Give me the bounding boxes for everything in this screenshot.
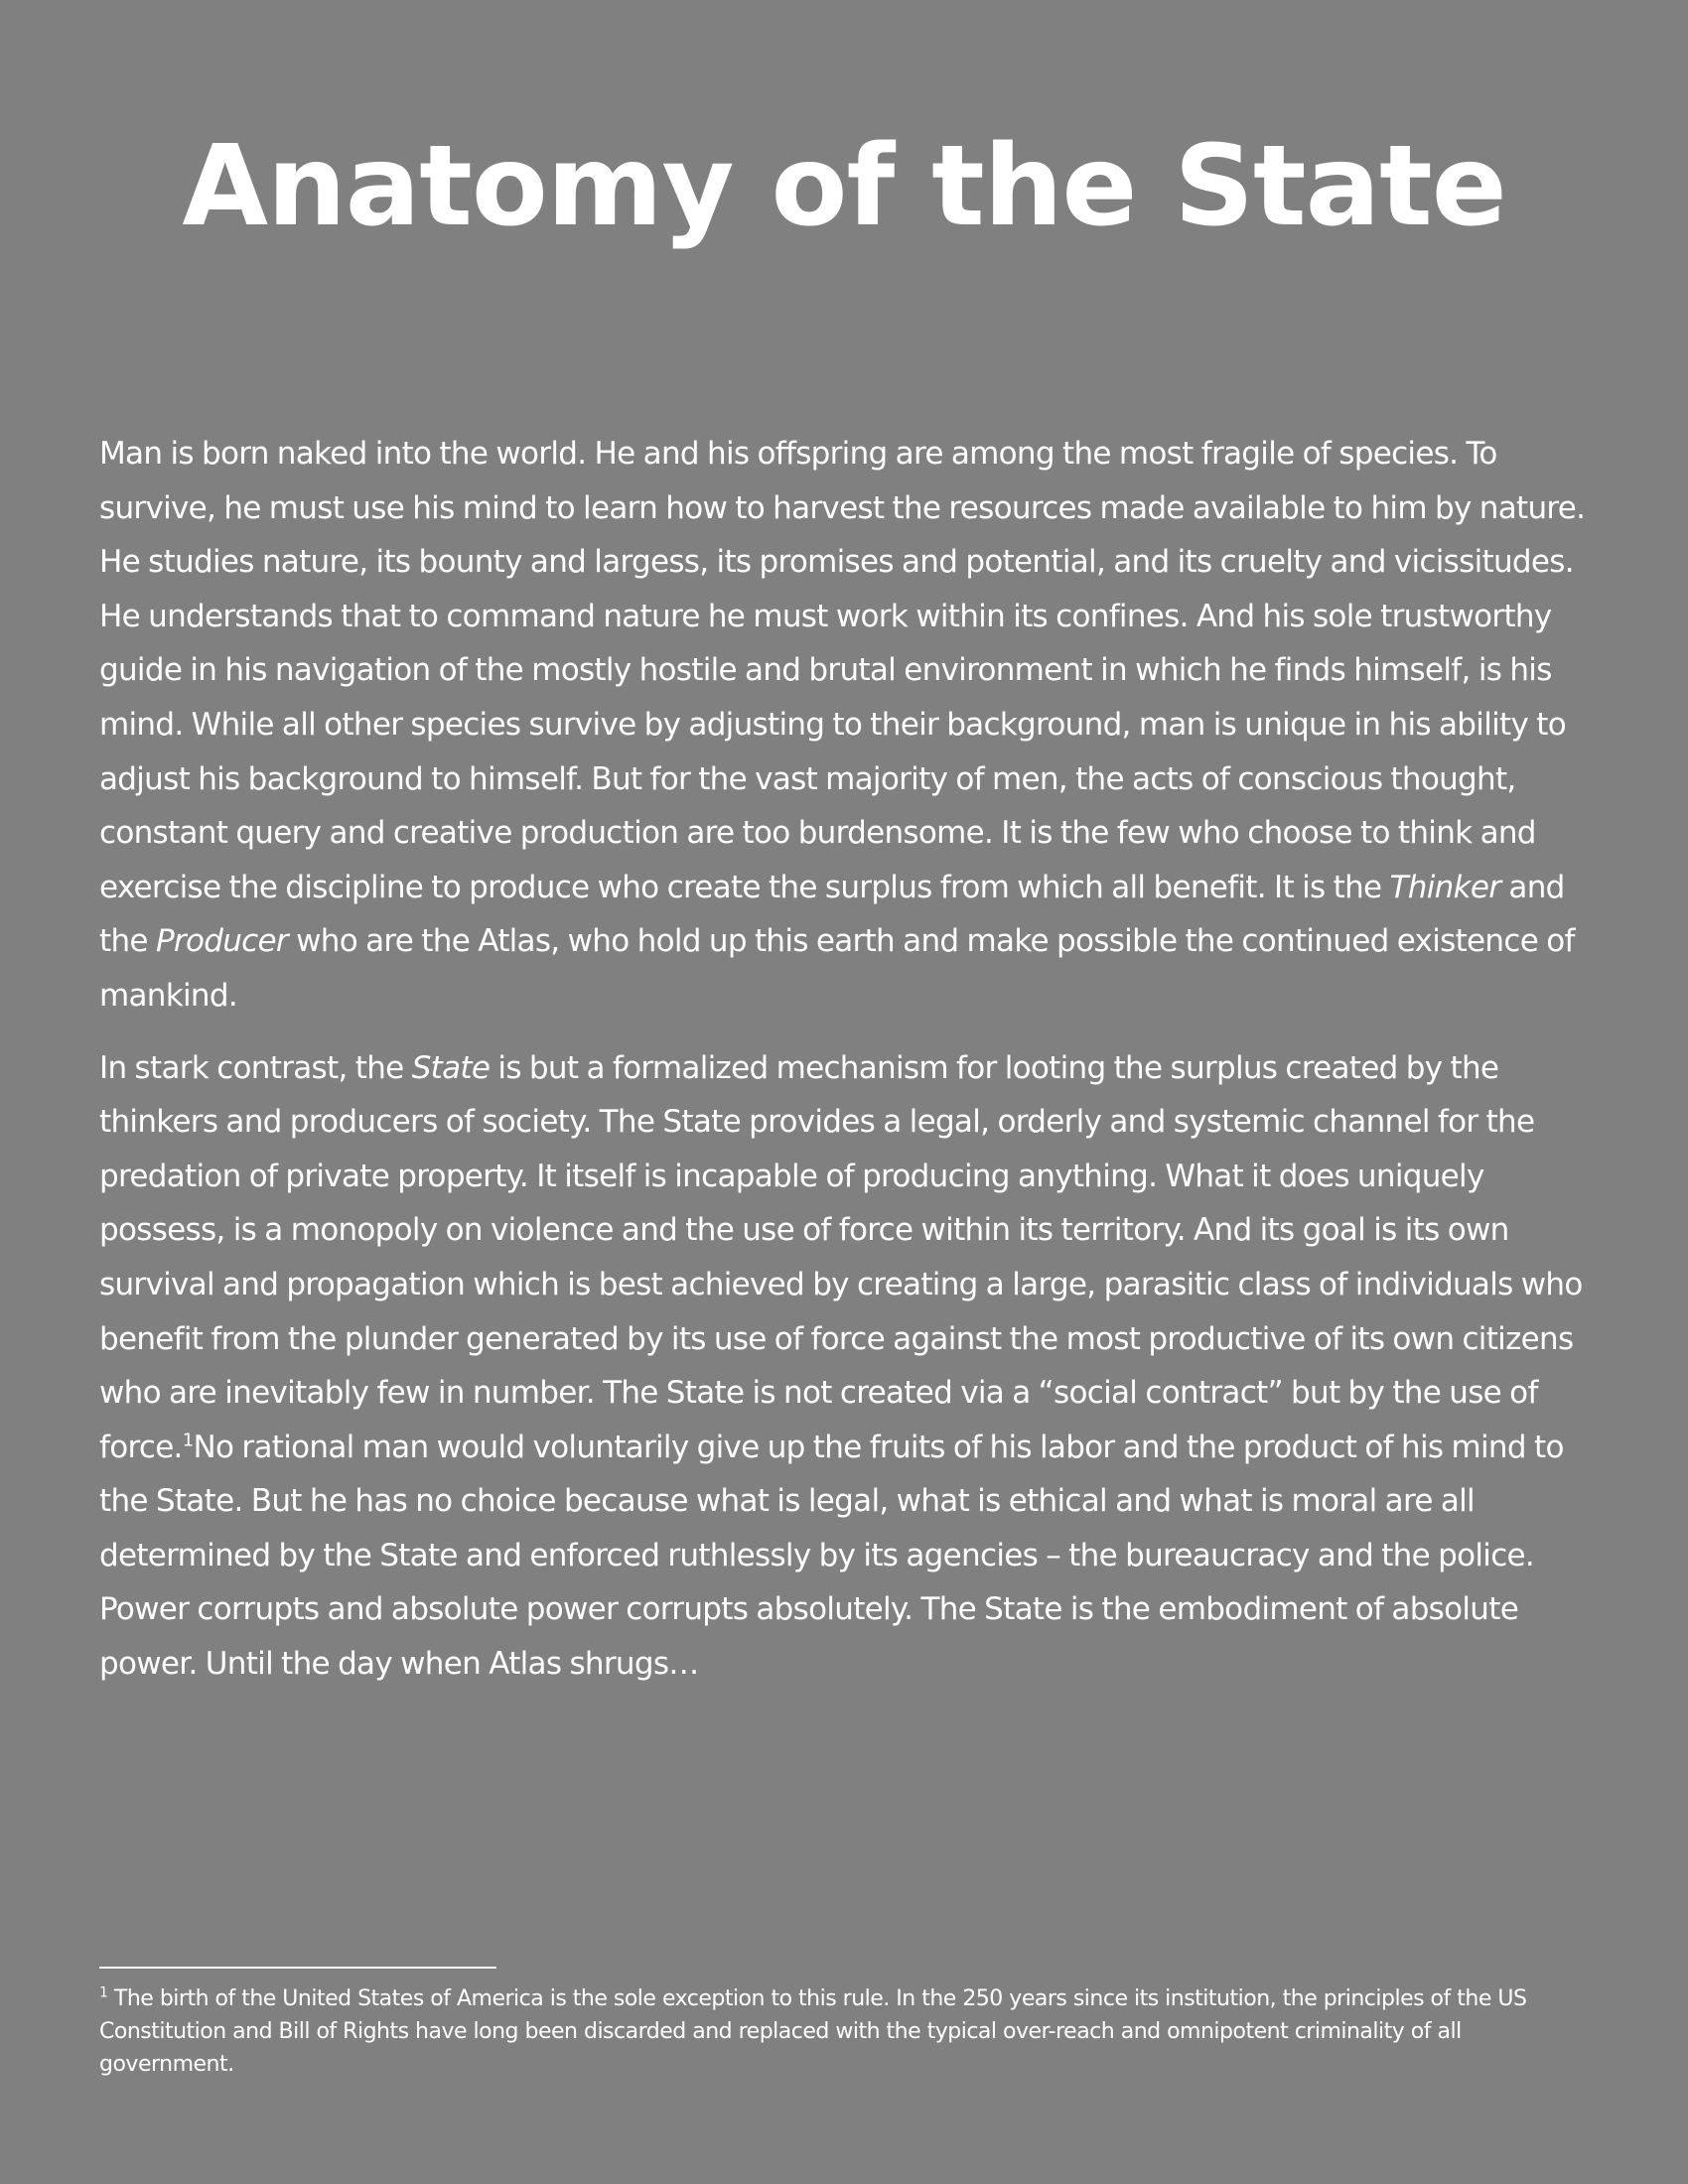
paragraph-2 <box>99 1041 1589 1692</box>
emphasis-state: State <box>411 1049 491 1086</box>
paragraph-1-text-b: and the <box>99 869 1565 960</box>
paragraph-2-text-b: is but a formalized mechanism for looting the surplus created by the thinkers and producers of society. The State provides a legal, orderly and systemic channel for the predation of private property. It itself is incapable of producing anything. What it does uniquely possess, is a monopoly on violence and the use of force within its territory. And its goal is its own survival and propagation which is best achieved by creating a large, parasitic class of individuals who benefit from the plunder generated by its use of force against the most productive of its own citizens who are inevitably few in number. The State is not created via a “social contract” but by the use of force. <box>99 1049 1583 1465</box>
emphasis-producer: Producer <box>155 923 288 960</box>
body-text <box>99 427 1589 1709</box>
paragraph-1-text-a: Man is born naked into the world. He and his offspring are among the most fragile of species. To survive, he must use his mind to learn how to harvest the resources made available to him by nature. He studies nature, its bounty and largess, its promises and potential, and its cruelty and vicissitudes. He understands that to command nature he must work within its confines. And his sole trustworthy guide in his navigation of the mostly hostile and brutal environment in which he finds himself, is his mind. While all other species survive by adjusting to their background, man is unique in his ability to adjust his background to himself. But for the vast majority of men, the acts of conscious thought, constant query and creative production are too burdensome. It is the few who choose to think and exercise the discipline to produce who create the surplus from which all benefit. It is the <box>99 436 1586 905</box>
paragraph-2-text-a: In stark contrast, the <box>99 1049 412 1086</box>
footnote-divider <box>99 1967 496 1969</box>
paragraph-1-text-c: who are the Atlas, who hold up this earth and make possible the continued existence of mankind. <box>99 923 1575 1014</box>
page-title: Anatomy of the State <box>182 122 1506 251</box>
footnote-marker: 1 <box>99 1984 108 2001</box>
footnote-reference[interactable]: 1 <box>182 1430 194 1451</box>
paragraph-2-text-c: No rational man would voluntarily give up the fruits of his labor and the product of his mind to the State. But he has no choice because what is legal, what is ethical and what is moral are all determined by the State and enforced ruthlessly by its agencies – the bureaucracy and the police. Power corrupts and absolute power corrupts absolutely. The State is the embodiment of absolute power. Until the day when Atlas shrugs… <box>99 1429 1564 1683</box>
footnote <box>99 1982 1589 2081</box>
paragraph-1 <box>99 427 1589 1024</box>
footnote-text: The birth of the United States of America is the sole exception to this rule. In the 250 years since its institution, the principles of the US Constitution and Bill of Rights have long been discarded and replaced with the typical over-reach and omnipotent criminality of all government. <box>99 1986 1527 2077</box>
emphasis-thinker: Thinker <box>1389 869 1501 905</box>
